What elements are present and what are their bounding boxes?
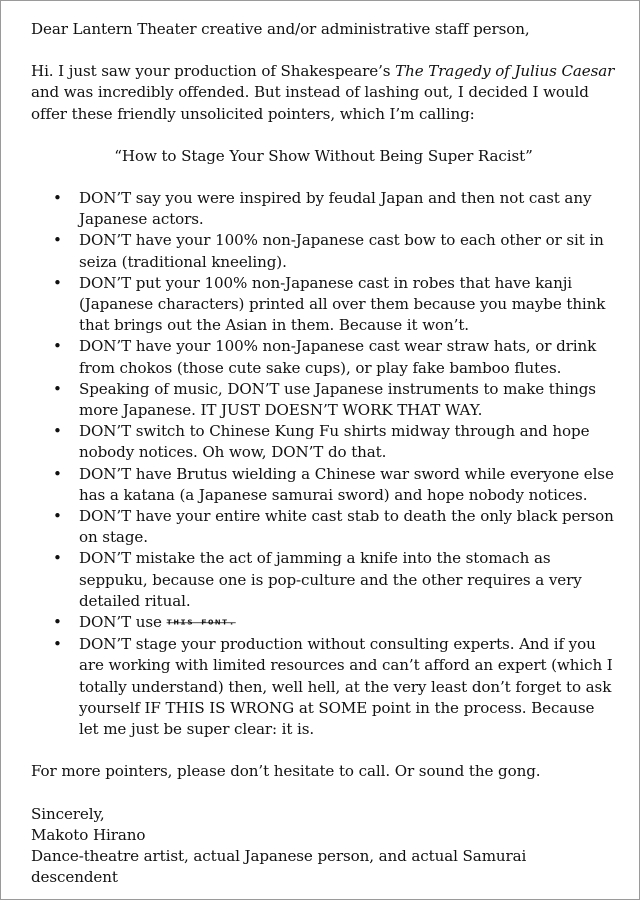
list-item: • DON’T have your 100% non-Japanese cast bow to each other or sit in seiza (traditional kneeling).	[79, 230, 616, 272]
intro-text-end: and was incredibly offended. But instead of lashing out, I decided I would offer these friendly unsolicited pointers, which I’m calling:	[31, 83, 589, 123]
list-item: • DON’T have your entire white cast stab to death the only black person on stage.	[79, 506, 616, 548]
list-item: • DON’T put your 100% non-Japanese cast in robes that have kanji (Japanese characters) printed all over them because you maybe think that brings out the Asian in them. Because it won’t.	[79, 273, 616, 337]
list-item: • Speaking of music, DON’T use Japanese instruments to make things more Japanese. IT JUST DOESN’T WORK THAT WAY.	[79, 379, 616, 421]
pointers-list	[31, 188, 616, 740]
list-item: • DON’T mistake the act of jamming a knife into the stomach as seppuku, because one is pop-culture and the other requires a very detailed ritual.	[79, 548, 616, 612]
signature-block	[31, 804, 616, 889]
author-title: Dance-theatre artist, actual Japanese person, and actual Samurai descendent	[31, 846, 527, 887]
font-sample: THIS FONT.	[166, 619, 236, 627]
font-pointer-text: DON’T use	[79, 613, 167, 632]
list-item: • DON’T have Brutus wielding a Chinese war sword while everyone else has a katana (a Japanese samurai sword) and hope nobody notices.	[79, 464, 616, 506]
list-item-font	[79, 612, 616, 634]
play-title: The Tragedy of Julius Caesar	[395, 62, 615, 81]
closing-paragraph: For more pointers, please don’t hesitate to call. Or sound the gong.	[31, 762, 541, 781]
list-item: • DON’T switch to Chinese Kung Fu shirts midway through and hope nobody notices. Oh wow, DON’T do that.	[79, 421, 616, 463]
list-item: • DON’T have your 100% non-Japanese cast wear straw hats, or drink from chokos (those cute sake cups), or play fake bamboo flutes.	[79, 336, 616, 378]
salutation: Dear Lantern Theater creative and/or administrative staff person,	[31, 20, 530, 38]
signoff: Sincerely,	[31, 804, 105, 823]
list-item: • DON’T say you were inspired by feudal Japan and then not cast any Japanese actors.	[79, 188, 616, 230]
list-item: • DON’T stage your production without consulting experts. And if you are working with limited resources and can’t afford an expert (which I totally understand) then, well hell, at the very least don’t forget to ask yourself IF THIS IS WRONG at SOME point in the process. Because let me just be super clear: it is.	[79, 634, 616, 740]
list-title: “How to Stage Your Show Without Being Super Racist”	[114, 146, 533, 165]
letter-body	[31, 19, 616, 888]
intro-paragraph	[31, 61, 616, 125]
author-name: Makoto Hirano	[31, 825, 146, 844]
intro-text-start: Hi. I just saw your production of Shakespeare’s	[31, 62, 396, 81]
